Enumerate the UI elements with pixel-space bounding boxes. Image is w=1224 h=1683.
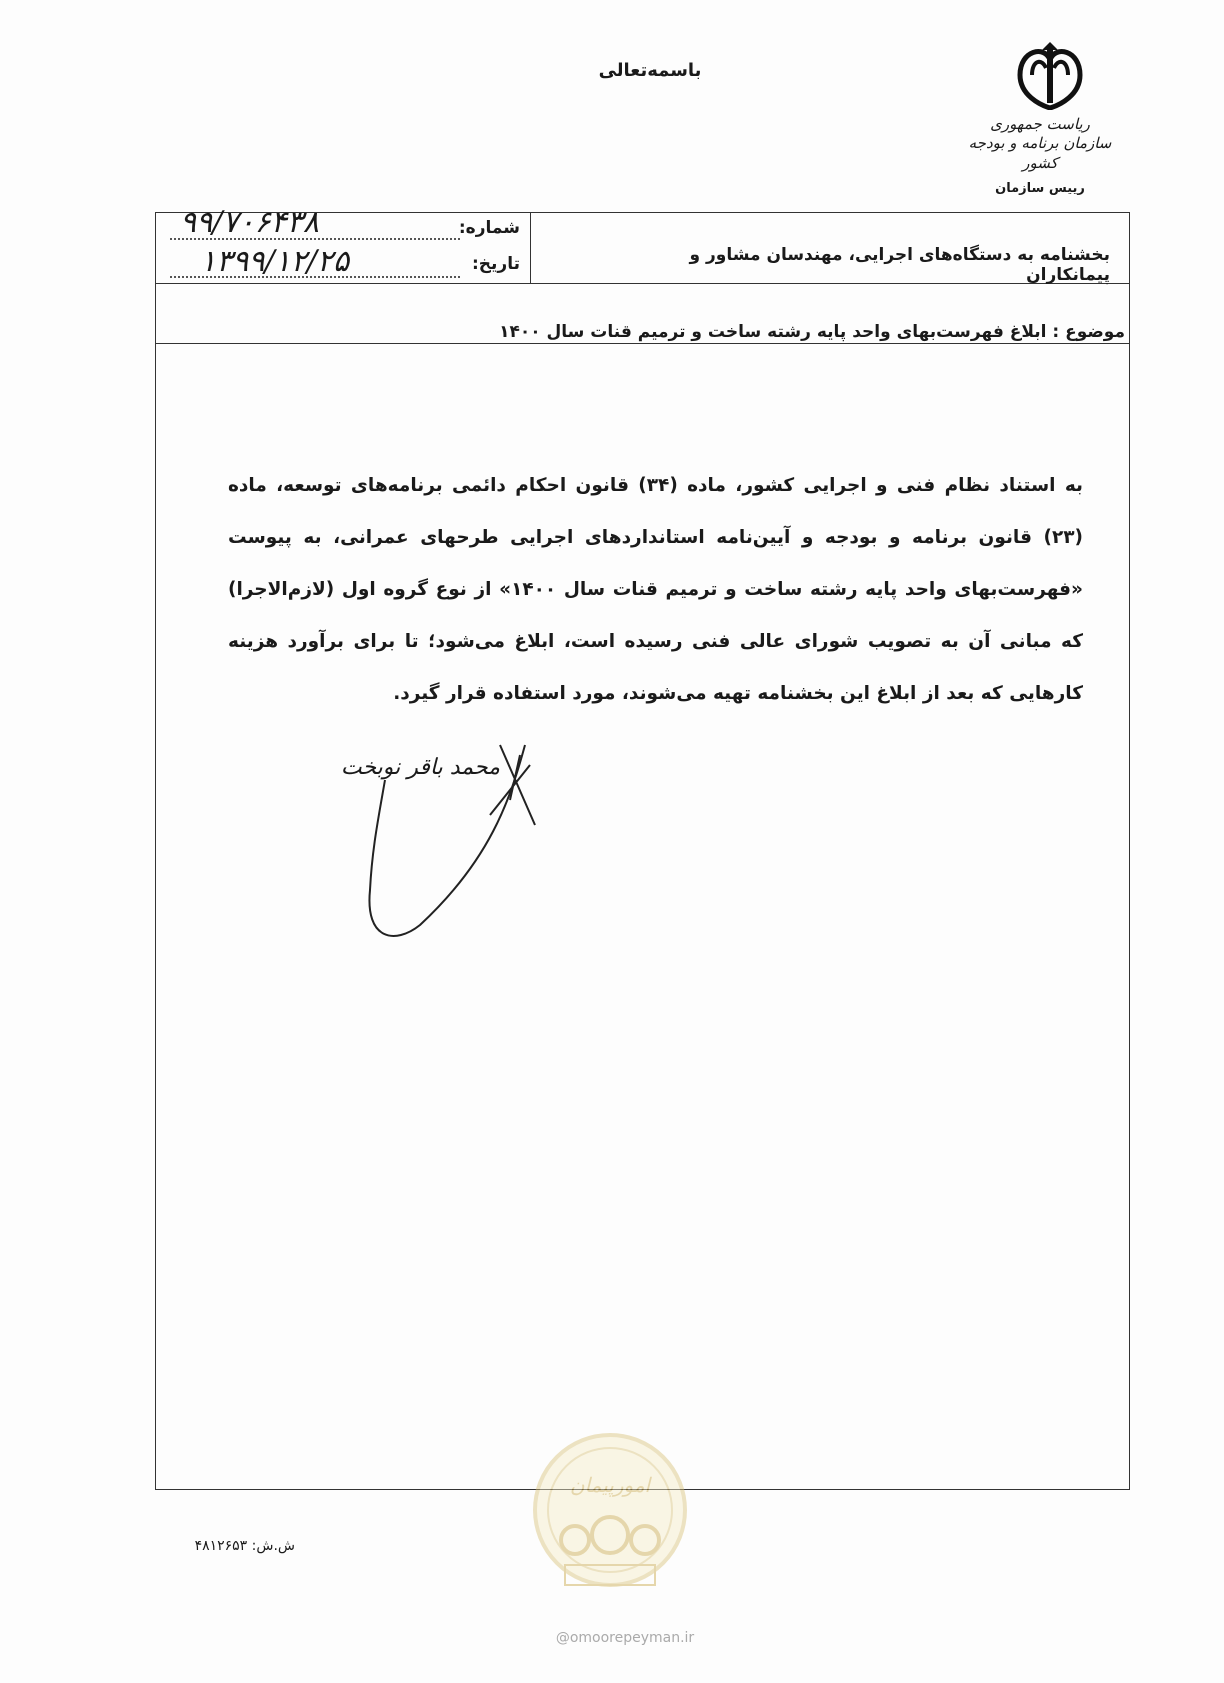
signatory-name: محمد باقر نوبخت xyxy=(340,755,500,780)
reference-number: ش.ش: ۴۸۱۲۶۵۳ xyxy=(194,1538,295,1554)
date-label: تاریخ: xyxy=(472,254,520,274)
subject-divider xyxy=(155,343,1130,344)
date-value: ۱۳۹۹/۱۲/۲۵ xyxy=(200,244,350,279)
emblem-icon xyxy=(990,40,1110,110)
letter-frame xyxy=(155,212,1130,1490)
org-line-head: رییس سازمان xyxy=(995,181,1085,196)
watermark-url: @omoorepeyman.ir xyxy=(555,1630,695,1646)
seal-text: امورپیمان xyxy=(569,1473,651,1497)
letter-body: به استناد نظام فنی و اجرایی کشور، ماده (۳۴) قانون احکام دائمی برنامه‌های توسعه، ماده (۲۳) قانون برنامه و بودجه و آیین‌نامه استانداردهای اجرایی طرحهای عمرانی، به پیوست «فهرست‌بهای واحد پایه رشته ساخت و ترمیم قنات سال ۱۴۰۰» از نوع گروه اول (لازم‌الاجرا) که مبانی آن به تصویب شورای عالی فنی رسیده است، ابلاغ می‌شود؛ تا برای برآورد هزینه کارهایی که بعد از ابلاغ این بخشنامه تهیه می‌شوند، مورد استفاده قرار گیرد. xyxy=(228,475,1084,704)
basmala-heading: باسمه‌تعالی xyxy=(598,60,702,81)
watermark-seal xyxy=(530,1430,690,1620)
org-line-organization: سازمان برنامه و بودجه کشور xyxy=(968,134,1112,172)
meta-divider xyxy=(530,212,531,283)
number-value: ۹۹/۷۰۶۴۳۸ xyxy=(180,205,320,240)
subject-line: موضوع : ابلاغ فهرست‌بهای واحد پایه رشته ساخت و ترمیم قنات سال ۱۴۰۰ xyxy=(499,322,1125,342)
number-label: شماره: xyxy=(458,218,520,238)
signature-scribble xyxy=(360,740,560,950)
organization-block xyxy=(960,115,1120,196)
recipient-line: بخشنامه به دستگاه‌های اجرایی، مهندسان مشاور و پیمانکاران xyxy=(689,245,1110,285)
org-line-presidency: ریاست جمهوری xyxy=(990,115,1090,133)
